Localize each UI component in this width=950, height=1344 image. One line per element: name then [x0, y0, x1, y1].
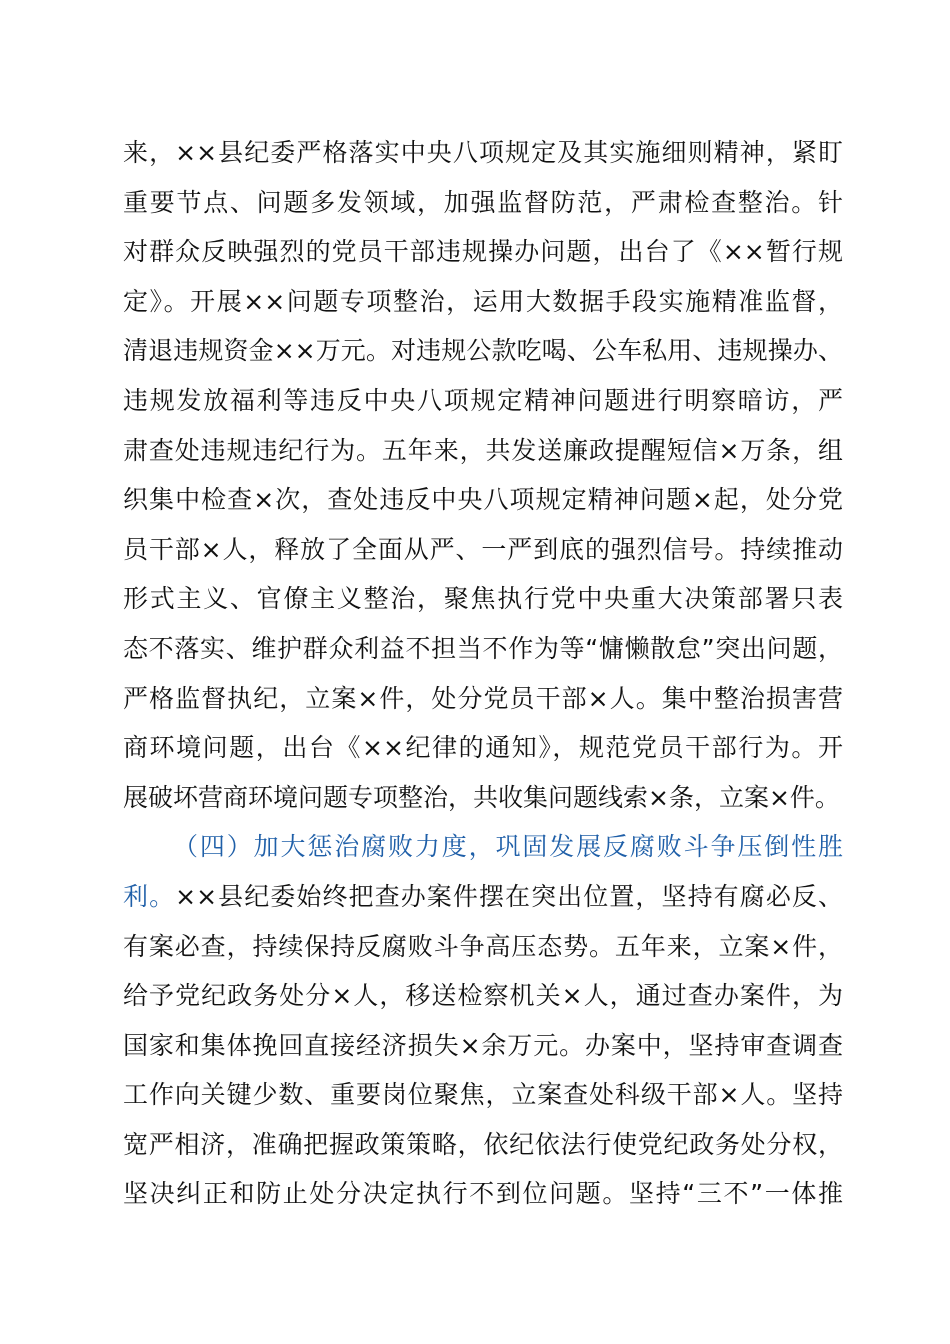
- paragraph-text: ××县纪委始终把查办案件摆在突出位置，坚持有腐必反、: [175, 881, 843, 911]
- paragraph-line: 对群众反映强烈的党员干部违规操办问题，出台了《××暂行规: [123, 237, 843, 267]
- paragraph-line: 展破坏营商环境问题专项整治，共收集问题线索×条，立案×件。: [123, 782, 840, 812]
- paragraph-line: 定》。开展××问题专项整治，运用大数据手段实施精准监督，: [123, 286, 843, 316]
- paragraph-line: 商环境问题，出台《××纪律的通知》，规范党员干部行为。开: [123, 733, 843, 763]
- paragraph-line: 重要节点、问题多发领域，加强监督防范，严肃检查整治。针: [123, 187, 843, 217]
- document-body: [123, 128, 843, 1219]
- paragraph-line: 给予党纪政务处分×人，移送检察机关×人，通过查办案件，为: [123, 981, 843, 1011]
- section-heading-end: 利。: [123, 881, 176, 911]
- paragraph-line: 违规发放福利等违反中央八项规定精神问题进行明察暗访，严: [123, 385, 843, 415]
- paragraph-line: 来，××县纪委严格落实中央八项规定及其实施细则精神，紧盯: [123, 138, 843, 167]
- paragraph-line: 织集中检查×次，查处违反中央八项规定精神问题×起，处分党: [123, 485, 843, 515]
- paragraph-line: [123, 872, 843, 922]
- paragraph-line: 坚决纠正和防止处分决定执行不到位问题。坚持“三不”一体推: [123, 1179, 843, 1209]
- paragraph-line: 清退违规资金××万元。对违规公款吃喝、公车私用、违规操办、: [123, 336, 843, 366]
- paragraph-line: 工作向关键少数、重要岗位聚焦，立案查处科级干部×人。坚持: [123, 1080, 843, 1110]
- paragraph-line: 宽严相济，准确把握政策策略，依纪依法行使党纪政务处分权，: [123, 1129, 843, 1159]
- paragraph-line: 严格监督执纪，立案×件，处分党员干部×人。集中整治损害营: [123, 683, 843, 713]
- paragraph-line: 形式主义、官僚主义整治，聚焦执行党中央重大决策部署只表: [123, 584, 843, 614]
- paragraph-line: 国家和集体挽回直接经济损失×余万元。办案中，坚持审查调查: [123, 1030, 843, 1060]
- paragraph-line: 态不落实、维护群众利益不担当不作为等“慵懒散怠”突出问题，: [123, 633, 843, 663]
- section-heading: （四）加大惩治腐败力度，巩固发展反腐败斗争压倒性胜: [173, 832, 843, 862]
- paragraph-line: 有案必查，持续保持反腐败斗争高压态势。五年来，立案×件，: [123, 931, 843, 961]
- paragraph-line: 肃查处违规违纪行为。五年来，共发送廉政提醒短信×万条，组: [123, 435, 843, 465]
- paragraph-line: 员干部×人，释放了全面从严、一严到底的强烈信号。持续推动: [123, 534, 843, 564]
